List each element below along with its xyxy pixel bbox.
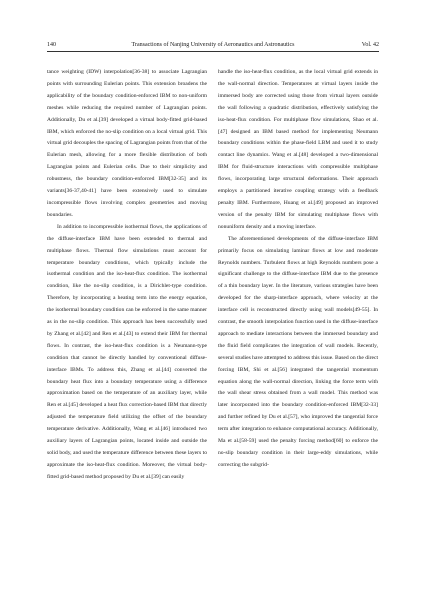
header-rule <box>47 51 379 52</box>
volume-label: Vol. 42 <box>361 42 379 48</box>
right-paragraph-2: The aforementioned developments of the diffuse-interface IBM primarily focus on simulating laminar flows at low and moderate Reynolds numbers. Turbulent flows at high Reynolds numbers pose a significant challenge to the diffuse-interface IBM due to the presence of a thin boundary layer. In the literature, various strategies have been developed for the sharp-interface approach, where velocity at the interface cell is reconstructed directly using wall models[49-55]. In contrast, the smooth interpolation function used in the diffuse-interface approach to mediate interactions between the immersed boundary and the fluid field complicates the integration of wall models. Recently, several studies have attempted to address this issue. Based on the direct forcing IBM, Shi et al.[56] integrated the tangential momentum equation along the wall-normal direction, linking the force term with the wall shear stress obtained from a wall model. This method was later incorporated into the boundary condition-enforced IBM[32-33] and further refined by Du et al.[57], who improved the tangential force term after integration to enhance computational accuracy. Additionally, Ma et al.[58-59] used the penalty forcing method[60] to enforce the no-slip boundary condition in their large-eddy simulations, while correcting the subgrid- <box>218 235 378 468</box>
right-paragraph-1: handle the iso-heat-flux condition, as the local virtual grid extends in the wall-normal direction. Temperatures at virtual layers inside the immersed body are corrected using those from virtual layers outside the wall following a quadratic distribution, effectively satisfying the iso-heat-flux condition. For multiphase flow simulations, Shao et al.[47] designed an IBM based method for implementing Neumann boundary conditions within the phase-field LBM and used it to study contact line dynamics. Wang et al.[48] developed a two-dimensional IBM for fluid-structure interactions with compressible multiphase flows, incorporating large structural deformations. Their approach employs a partitioned iterative coupling strategy with a feedback penalty IBM. Furthermore, Huang et al.[49] proposed an improved version of the penalty IBM for simulating multiphase flows with nonuniform density and a moving interface. <box>218 69 378 230</box>
running-header <box>47 39 379 51</box>
journal-title: Transactions of Nanjing University of Aeronautics and Astronautics <box>131 42 295 48</box>
left-column <box>47 67 207 571</box>
left-paragraph-2: In addition to incompressible isothermal flows, the applications of the diffuse-interface IBM have been extended to thermal and multiphase flows. Thermal flow simulations must account for temperature boundary conditions, which typically include the isothermal condition and the iso-heat-flux condition. The isothermal condition, like the no-slip condition, is a Dirichlet-type condition. Therefore, by incorporating a heating term into the energy equation, the isothermal boundary condition can be enforced in the same manner as in the no-slip condition. This approach has been successfully used by Zhang et al.[42] and Ren et al.[43] to extend their IBM for thermal flows. In contrast, the iso-heat-flux condition is a Neumann-type condition that cannot be directly handled by conventional diffuse-interface IBMs. To address this, Zhang et al.[44] converted the boundary heat flux into a boundary temperature using a difference approximation based on the temperature of an auxiliary layer, while Ren et al.[45] developed a heat flux correction-based IBM that directly adjusted the temperature field utilizing the offset of the boundary temperature derivative. Additionally, Wang et al.[46] introduced two auxiliary layers of Lagrangian points, located inside and outside the solid body, and used the temperature difference between these layers to approximate the iso-heat-flux condition. Moreover, the virtual body-fitted grid-based method proposed by Du et al.[39] can easily <box>47 223 207 480</box>
left-paragraph-1: tance weighting (IDW) interpolation[36-38] to associate Lagrangian points with surrounding Eulerian points. This extension broadens the applicability of the boundary condition-enforced IBM to non-uniform meshes while reducing the required number of Lagrangian points. Additionally, Du et al.[39] developed a virtual body-fitted grid-based IBM, which enforced the no-slip condition on a local virtual grid. This virtual grid decouples the spacing of Lagrangian points from that of the Eulerian mesh, allowing for a more flexible distribution of both Lagrangian points and Eulerian cells. Due to their simplicity and robustness, the boundary condition-enforced IBM[32-35] and its variants[36-37,40-41] have been extensively used to simulate incompressible flows involving complex geometries and moving boundaries. <box>47 69 207 218</box>
page-number: 140 <box>47 42 56 48</box>
right-column <box>218 67 378 571</box>
